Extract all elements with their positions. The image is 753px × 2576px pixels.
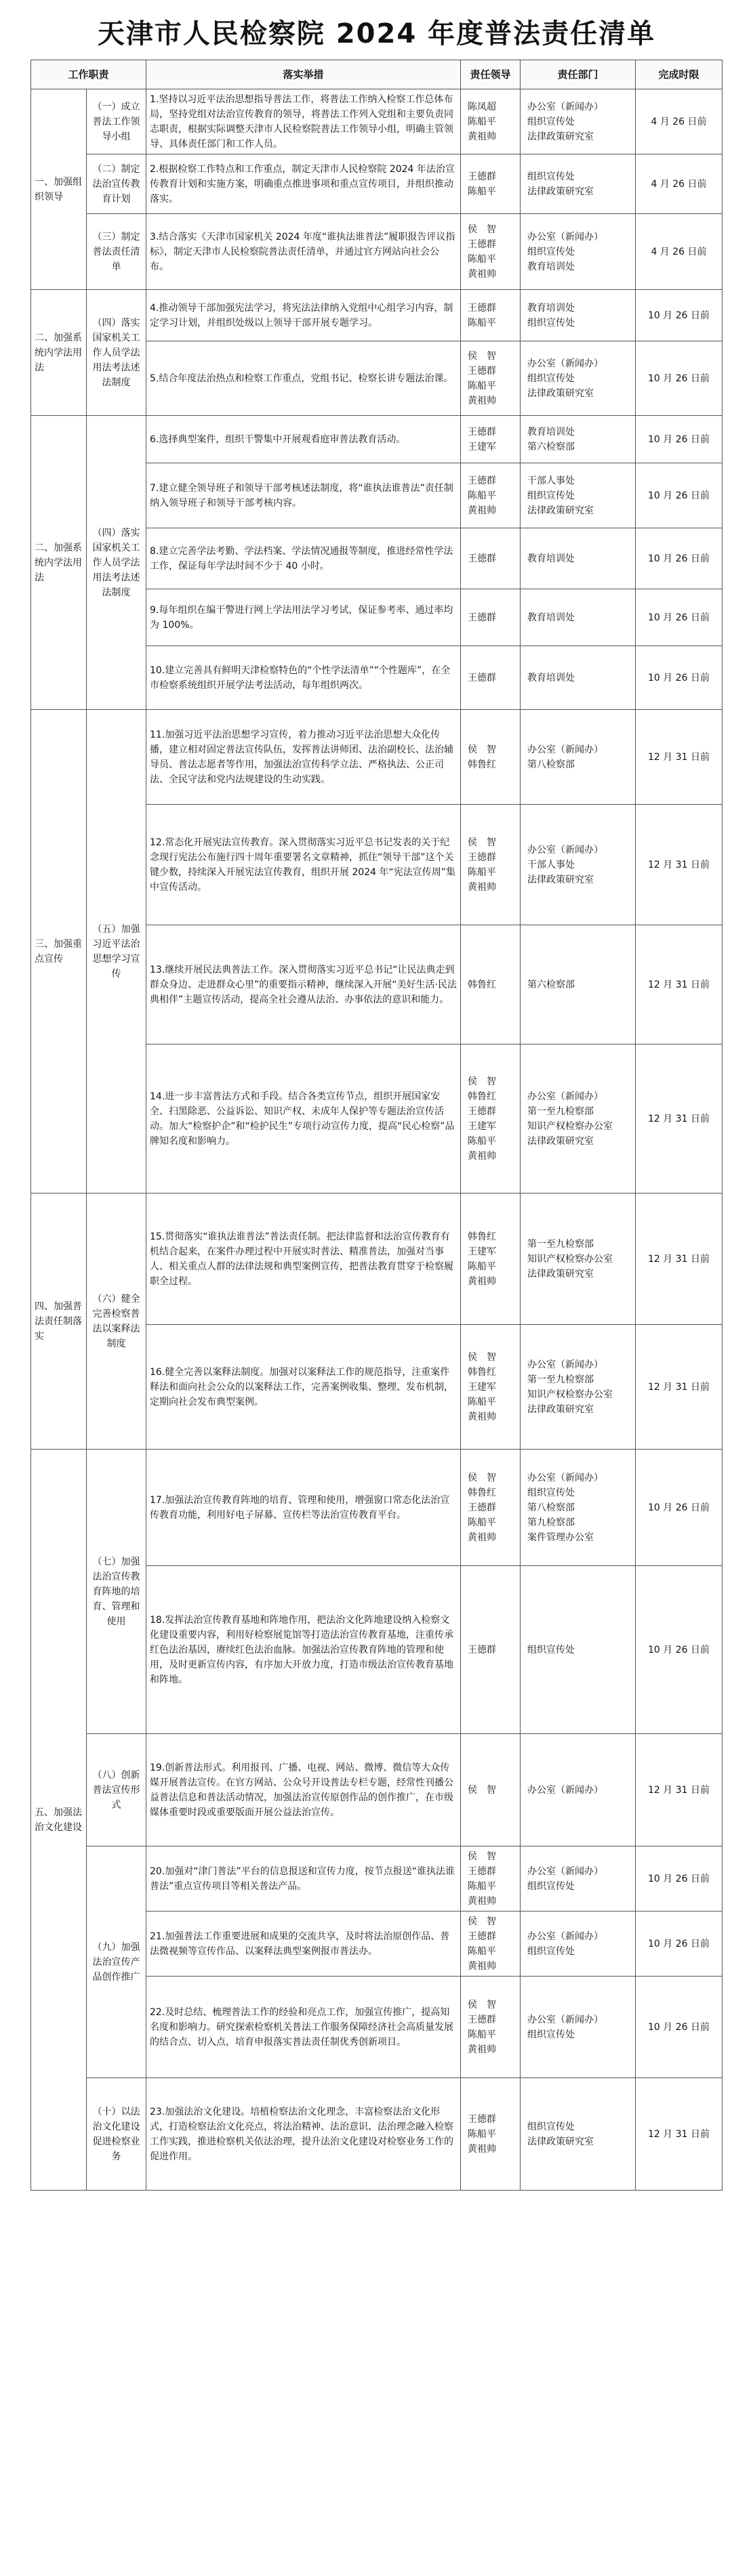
deadline-cell: 12 月 31 日前 — [636, 925, 723, 1044]
leader-cell: 王德群 — [461, 646, 521, 710]
header-leader: 责任领导 — [461, 60, 521, 89]
leader-cell: 王德群 陈船平 — [461, 290, 521, 341]
subcategory-cell: （一）成立普法工作领导小组 — [87, 89, 146, 154]
table-row — [31, 154, 723, 214]
deadline-cell: 10 月 26 日前 — [636, 1977, 723, 2078]
department-cell: 组织宣传处 — [521, 1566, 636, 1734]
table-row — [31, 214, 723, 290]
measure-cell: 21.加强普法工作重要进展和成果的交流共享，及时将法治原创作品、普法微视频等宣传作品、以案释法典型案例报市普法办。 — [146, 1912, 461, 1977]
measure-cell: 5.结合年度法治热点和检察工作重点，党组书记、检察长讲专题法治课。 — [146, 341, 461, 416]
leader-cell: 王德群 陈船平 黄祖帅 — [461, 2078, 521, 2191]
measure-cell: 12.常态化开展宪法宣传教育。深入贯彻落实习近平总书记发表的关于纪念现行宪法公布施行四十周年重要署名文章精神，抓住“领导干部”这个关键少数，持续深入开展宪法宣传教育，组织开展 2024 年“宪法宣传周”集中宣传活动。 — [146, 805, 461, 925]
department-cell: 教育培训处 — [521, 646, 636, 710]
subcategory-cell: （二）制定法治宣传教育计划 — [87, 154, 146, 214]
subcategory-cell: （九）加强法治宣传产品创作推广 — [87, 1846, 146, 2078]
deadline-cell: 12 月 31 日前 — [636, 1325, 723, 1450]
department-cell: 组织宣传处 法律政策研究室 — [521, 154, 636, 214]
subcategory-cell: （七）加强法治宣传教育阵地的培育、管理和使用 — [87, 1450, 146, 1734]
leader-cell: 侯 智 王德群 陈船平 黄祖帅 — [461, 805, 521, 925]
measure-cell: 10.建立完善具有鲜明天津检察特色的“个性学法清单”“个性题库”，在全市检察系统组织开展学法考法活动，每年组织两次。 — [146, 646, 461, 710]
deadline-cell: 10 月 26 日前 — [636, 1912, 723, 1977]
department-cell: 办公室（新闻办） 组织宣传处 法律政策研究室 — [521, 89, 636, 154]
department-cell: 办公室（新闻办） 第八检察部 — [521, 710, 636, 805]
measure-cell: 9.每年组织在编干警进行网上学法用法学习考试，保证参考率、通过率均为 100%。 — [146, 589, 461, 646]
deadline-cell: 4 月 26 日前 — [636, 89, 723, 154]
leader-cell: 王德群 — [461, 1566, 521, 1734]
deadline-cell: 12 月 31 日前 — [636, 1194, 723, 1325]
department-cell: 办公室（新闻办） 组织宣传处 — [521, 1912, 636, 1977]
table-row — [31, 1450, 723, 1566]
deadline-cell: 4 月 26 日前 — [636, 154, 723, 214]
department-cell: 办公室（新闻办） 干部人事处 法律政策研究室 — [521, 805, 636, 925]
department-cell: 教育培训处 — [521, 528, 636, 589]
table-row — [31, 416, 723, 463]
measure-cell: 4.推动领导干部加强宪法学习，将宪法法律纳入党组中心组学习内容，制定学习计划，并组织处级以上领导干部开展专题学习。 — [146, 290, 461, 341]
deadline-cell: 10 月 26 日前 — [636, 463, 723, 528]
leader-cell: 侯 智 — [461, 1734, 521, 1846]
deadline-cell: 10 月 26 日前 — [636, 1566, 723, 1734]
department-cell: 办公室（新闻办） 第一至九检察部 知识产权检察办公室 法律政策研究室 — [521, 1325, 636, 1450]
category-cell: 四、加强普法责任制落实 — [31, 1194, 87, 1450]
department-cell: 第一至九检察部 知识产权检察办公室 法律政策研究室 — [521, 1194, 636, 1325]
measure-cell: 17.加强法治宣传教育阵地的培育、管理和使用，增强窗口常态化法治宣传教育功能，利用好电子屏幕、宣传栏等法治宣传教育平台。 — [146, 1450, 461, 1566]
measure-cell: 22.及时总结、梳理普法工作的经验和亮点工作，加强宣传推广，提高知名度和影响力。研究探索检察机关普法工作服务保障经济社会高质量发展的结合点、切入点，培育申报落实普法责任制优秀创新项目。 — [146, 1977, 461, 2078]
leader-cell: 侯 智 王德群 陈船平 黄祖帅 — [461, 214, 521, 290]
leader-cell: 侯 智 王德群 陈船平 黄祖帅 — [461, 341, 521, 416]
table-row — [31, 1734, 723, 1846]
leader-cell: 韩鲁红 — [461, 925, 521, 1044]
deadline-cell: 10 月 26 日前 — [636, 1450, 723, 1566]
deadline-cell: 4 月 26 日前 — [636, 214, 723, 290]
department-cell: 教育培训处 组织宣传处 — [521, 290, 636, 341]
category-cell: 三、加强重点宣传 — [31, 710, 87, 1194]
category-cell: 二、加强系统内学法用法 — [31, 290, 87, 416]
measure-cell: 2.根据检察工作特点和工作重点，制定天津市人民检察院 2024 年法治宣传教育计划和实施方案，明确重点推进事项和重点宣传项目，并组织推动落实。 — [146, 154, 461, 214]
measure-cell: 8.建立完善学法考勤、学法档案、学法情况通报等制度，推进经常性学法工作，保证每年学法时间不少于 40 小时。 — [146, 528, 461, 589]
leader-cell: 王德群 陈船平 黄祖帅 — [461, 463, 521, 528]
department-cell: 组织宣传处 法律政策研究室 — [521, 2078, 636, 2191]
leader-cell: 侯 智 王德群 陈船平 黄祖帅 — [461, 1977, 521, 2078]
subcategory-cell: （三）制定普法责任清单 — [87, 214, 146, 290]
table-row — [31, 89, 723, 154]
department-cell: 办公室（新闻办） 组织宣传处 第八检察部 第九检察部 案件管理办公室 — [521, 1450, 636, 1566]
measure-cell: 11.加强习近平法治思想学习宣传，着力推动习近平法治思想大众化传播，建立相对固定普法宣传队伍，发挥普法讲师团、法治副校长、法治辅导员、普法志愿者等作用，加强法治宣传科学立法、严格执法、公正司法、全民守法和党内法规建设的生动实践。 — [146, 710, 461, 805]
table-row — [31, 290, 723, 341]
deadline-cell: 10 月 26 日前 — [636, 290, 723, 341]
category-cell: 五、加强法治文化建设 — [31, 1450, 87, 2191]
measure-cell: 13.继续开展民法典普法工作。深入贯彻落实习近平总书记“让民法典走到群众身边、走进群众心里”的重要指示精神，继续深入开展“美好生活·民法典相伴”主题宣传活动，提高全社会遵从法治、办事依法的意识和能力。 — [146, 925, 461, 1044]
subcategory-cell: （五）加强习近平法治思想学习宣传 — [87, 710, 146, 1194]
deadline-cell: 12 月 31 日前 — [636, 1734, 723, 1846]
measure-cell: 19.创新普法形式。利用报刊、广播、电视、网站、微博、微信等大众传媒开展普法宣传。在官方网站、公众号开设普法专栏专题，经常性刊播公益普法信息和普法活动情况，加强法治宣传原创作品的创作推广，在市级媒体重要时段或重要版面开展公益法治宣传。 — [146, 1734, 461, 1846]
department-cell: 办公室（新闻办） 组织宣传处 法律政策研究室 — [521, 341, 636, 416]
measure-cell: 14.进一步丰富普法方式和手段。结合各类宣传节点，组织开展国家安全、扫黑除恶、公益诉讼、知识产权、未成年人保护等专题法治宣传活动。加大“检察护企”和“检护民生”专项行动宣传力度，提高“民心检察”品牌知名度和影响力。 — [146, 1044, 461, 1194]
deadline-cell: 10 月 26 日前 — [636, 341, 723, 416]
table-row — [31, 1846, 723, 1912]
measure-cell: 15.贯彻落实“谁执法谁普法”普法责任制。把法律监督和法治宣传教育有机结合起来，在案件办理过程中开展实时普法、精准普法，加强对当事人、相关重点人群的法律法规和典型案例宣传，把普法教育贯穿于检察履职全过程。 — [146, 1194, 461, 1325]
category-cell: 一、加强组织领导 — [31, 89, 87, 290]
leader-cell: 侯 智 王德群 陈船平 黄祖帅 — [461, 1912, 521, 1977]
header-department: 责任部门 — [521, 60, 636, 89]
subcategory-cell: （八）创新普法宣传形式 — [87, 1734, 146, 1846]
leader-cell: 陈凤超 陈船平 黄祖帅 — [461, 89, 521, 154]
header-measure: 落实举措 — [146, 60, 461, 89]
responsibility-table — [30, 60, 723, 2191]
measure-cell: 1.坚持以习近平法治思想指导普法工作，将普法工作纳入检察工作总体布局，坚持党组对法治宣传教育的领导，将普法工作列入党组和主要负责同志职责，根据实际调整天津市人民检察院普法工作领导小组，明确主管领导、具体责任部门和工作人员。 — [146, 89, 461, 154]
subcategory-cell: （六）健全完善检察普法以案释法制度 — [87, 1194, 146, 1450]
header-deadline: 完成时限 — [636, 60, 723, 89]
subcategory-cell: （十）以法治文化建设促进检察业务 — [87, 2078, 146, 2191]
table-header-row — [31, 60, 723, 89]
deadline-cell: 12 月 31 日前 — [636, 1044, 723, 1194]
department-cell: 办公室（新闻办） 组织宣传处 — [521, 1977, 636, 2078]
department-cell: 第六检察部 — [521, 925, 636, 1044]
leader-cell: 侯 智 韩鲁红 — [461, 710, 521, 805]
measure-cell: 7.建立健全领导班子和领导干部考核述法制度，将“谁执法谁普法”责任制纳入领导班子和领导干部考核内容。 — [146, 463, 461, 528]
measure-cell: 6.选择典型案件，组织干警集中开展观看庭审普法教育活动。 — [146, 416, 461, 463]
header-duty: 工作职责 — [31, 60, 146, 89]
department-cell: 办公室（新闻办） — [521, 1734, 636, 1846]
leader-cell: 侯 智 王德群 陈船平 黄祖帅 — [461, 1846, 521, 1912]
leader-cell: 王德群 陈船平 — [461, 154, 521, 214]
document-title: 天津市人民检察院 2024 年度普法责任清单 — [97, 18, 656, 49]
table-row — [31, 1194, 723, 1325]
measure-cell: 18.发挥法治宣传教育基地和阵地作用，把法治文化阵地建设纳入检察文化建设重要内容，利用好检察展览馆等打造法治宣传教育基地，注重传承红色法治基因，赓续红色法治血脉。加强法治宣传教育阵地的管理和使用，及时更新宣传内容，有序加大开放力度，打造市级法治宣传教育基地和阵地。 — [146, 1566, 461, 1734]
measure-cell: 3.结合落实《天津市国家机关 2024 年度“谁执法谁普法”履职报告评议指标》，制定天津市人民检察院普法责任清单，并通过官方网站向社会公布。 — [146, 214, 461, 290]
deadline-cell: 12 月 31 日前 — [636, 805, 723, 925]
leader-cell: 侯 智 韩鲁红 王德群 王建军 陈船平 黄祖帅 — [461, 1044, 521, 1194]
department-cell: 办公室（新闻办） 组织宣传处 — [521, 1846, 636, 1912]
measure-cell: 20.加强对“津门普法”平台的信息报送和宣传力度，按节点报送“谁执法谁普法”重点宣传项目等相关普法产品。 — [146, 1846, 461, 1912]
leader-cell: 王德群 王建军 — [461, 416, 521, 463]
deadline-cell: 12 月 31 日前 — [636, 710, 723, 805]
subcategory-cell: （四）落实国家机关工作人员学法用法考法述法制度 — [87, 416, 146, 710]
deadline-cell: 10 月 26 日前 — [636, 589, 723, 646]
department-cell: 办公室（新闻办） 第一至九检察部 知识产权检察办公室 法律政策研究室 — [521, 1044, 636, 1194]
deadline-cell: 10 月 26 日前 — [636, 416, 723, 463]
department-cell: 干部人事处 组织宣传处 法律政策研究室 — [521, 463, 636, 528]
deadline-cell: 10 月 26 日前 — [636, 1846, 723, 1912]
leader-cell: 王德群 — [461, 589, 521, 646]
category-cell: 二、加强系统内学法用法 — [31, 416, 87, 710]
department-cell: 办公室（新闻办） 组织宣传处 教育培训处 — [521, 214, 636, 290]
leader-cell: 侯 智 韩鲁红 王德群 陈船平 黄祖帅 — [461, 1450, 521, 1566]
table-row — [31, 710, 723, 805]
subcategory-cell: （四）落实国家机关工作人员学法用法考法述法制度 — [87, 290, 146, 416]
deadline-cell: 12 月 31 日前 — [636, 2078, 723, 2191]
department-cell: 教育培训处 — [521, 589, 636, 646]
leader-cell: 王德群 — [461, 528, 521, 589]
leader-cell: 侯 智 韩鲁红 王建军 陈船平 黄祖帅 — [461, 1325, 521, 1450]
leader-cell: 韩鲁红 王建军 陈船平 黄祖帅 — [461, 1194, 521, 1325]
department-cell: 教育培训处 第六检察部 — [521, 416, 636, 463]
deadline-cell: 10 月 26 日前 — [636, 646, 723, 710]
measure-cell: 16.健全完善以案释法制度。加强对以案释法工作的规范指导，注重案件释法和面向社会公众的以案释法工作，完善案例收集、整理、发布机制，定期向社会发布典型案例。 — [146, 1325, 461, 1450]
table-row — [31, 2078, 723, 2191]
measure-cell: 23.加强法治文化建设。培植检察法治文化理念，丰富检察法治文化形式，打造检察法治文化亮点，将法治精神、法治意识、法治理念融入检察工作实践，推进检察机关依法治理，提升法治文化建设对检察业务工作的促进作用。 — [146, 2078, 461, 2191]
deadline-cell: 10 月 26 日前 — [636, 528, 723, 589]
